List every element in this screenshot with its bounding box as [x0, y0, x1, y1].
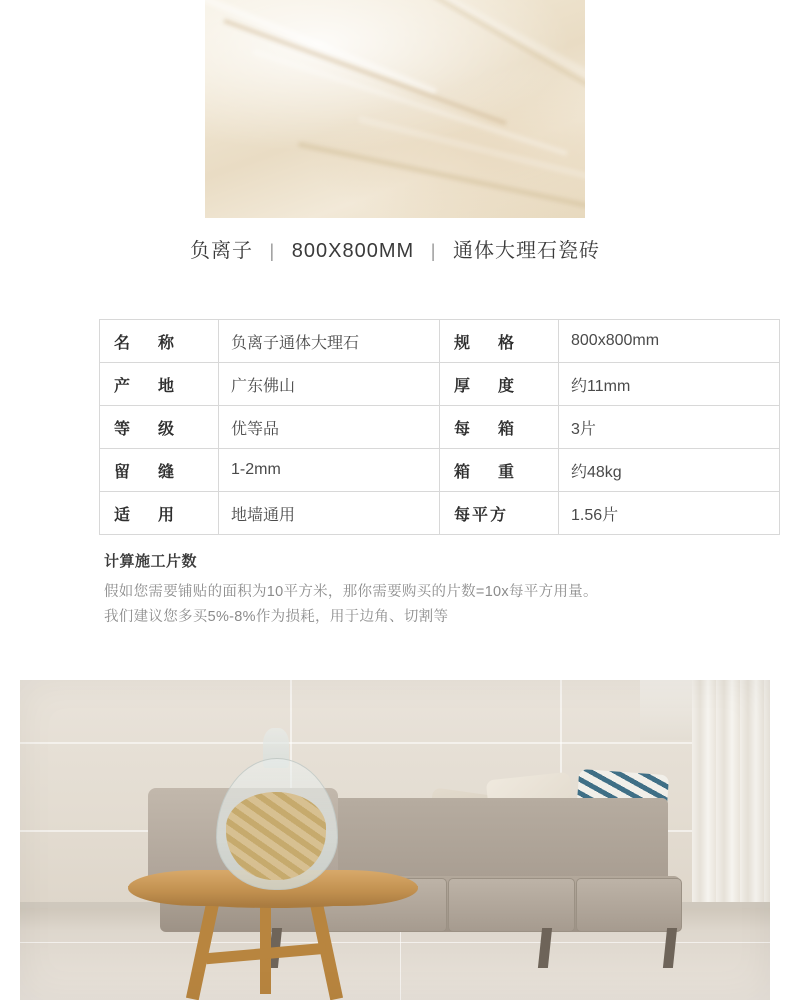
table-row: [100, 492, 780, 535]
calculation-line-1: 假如您需要铺贴的面积为10平方米，那你需要购买的片数=10x每平方用量。: [104, 584, 598, 600]
spec-label: 箱 重: [440, 449, 559, 492]
spec-label: 每 箱: [440, 406, 559, 449]
caption-part-1: 负离子: [189, 240, 253, 262]
sofa-cushion: [448, 878, 575, 932]
table-row: [100, 406, 780, 449]
caption-part-3: 通体大理石瓷砖: [453, 240, 601, 262]
tile-swatch-image: [205, 0, 585, 218]
spec-label: 产 地: [100, 363, 219, 406]
spec-value: 负离子通体大理石: [219, 320, 440, 363]
caption-separator-1: |: [269, 241, 276, 261]
marble-vein: [298, 142, 585, 213]
spec-label: 名 称: [100, 320, 219, 363]
floor-tile-seam: [20, 942, 770, 943]
marble-vein: [252, 49, 567, 156]
table-row: [100, 320, 780, 363]
spec-label: 每平方: [440, 492, 559, 535]
calculation-line-2: 我们建议您多买5%-8%作为损耗，用于边角、切割等: [104, 609, 449, 625]
specification-table: [99, 319, 780, 535]
calculation-note: [104, 550, 704, 630]
caption-part-2: 800X800MM: [291, 240, 415, 262]
product-caption: [0, 234, 790, 263]
spec-value: 约11mm: [559, 363, 780, 406]
spec-value: 约48kg: [559, 449, 780, 492]
spec-label: 厚 度: [440, 363, 559, 406]
spec-label: 适 用: [100, 492, 219, 535]
spec-value: 1-2mm: [219, 449, 440, 492]
calculation-title: 计算施工片数: [104, 553, 198, 570]
table-row: [100, 449, 780, 492]
spec-value: 广东佛山: [219, 363, 440, 406]
spec-label: 留 缝: [100, 449, 219, 492]
spec-value: 1.56片: [559, 492, 780, 535]
spec-value: 800x800mm: [559, 320, 780, 363]
room-scene-image: [20, 680, 770, 1000]
spec-value: 3片: [559, 406, 780, 449]
wall-tile-seam: [20, 742, 770, 744]
spec-label: 等 级: [100, 406, 219, 449]
spec-value: 地墙通用: [219, 492, 440, 535]
sofa-cushion: [576, 878, 682, 932]
spec-label: 规 格: [440, 320, 559, 363]
marble-vein: [400, 0, 585, 99]
table-row: [100, 363, 780, 406]
marble-vein: [205, 0, 437, 95]
caption-separator-2: |: [430, 241, 437, 261]
marble-vein: [223, 19, 506, 125]
window: [640, 680, 700, 740]
curtain: [692, 680, 770, 930]
spec-value: 优等品: [219, 406, 440, 449]
